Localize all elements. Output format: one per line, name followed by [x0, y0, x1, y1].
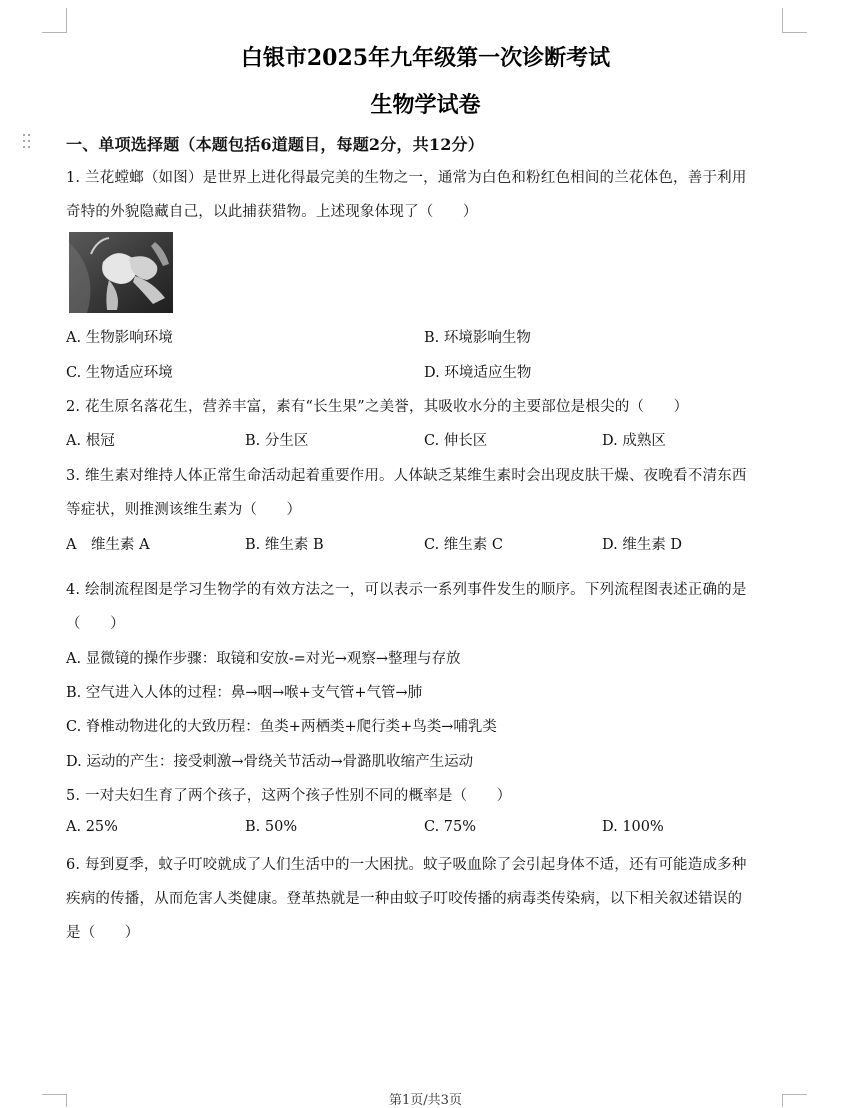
- question-3-line-1: 3. 维生素对维持人体正常生命活动起着重要作用。人体缺乏某维生素时会出现皮肤干燥、夜晚看不清东西: [66, 468, 747, 484]
- q5-option-a: A. 25%: [66, 819, 118, 835]
- q1-option-a: A. 生物影响环境: [66, 330, 173, 346]
- question-3-line-2: 等症状，则推测该维生素为（ ）: [66, 502, 302, 518]
- q4-option-b: B. 空气进入人体的过程：鼻→咽→喉+支气管+气管→肺: [66, 685, 423, 701]
- crop-mark-top-right: [782, 8, 807, 33]
- section-heading: 一、单项选择题（本题包括6道题目，每题2分，共12分）: [66, 135, 484, 154]
- q1-option-b: B. 环境影响生物: [424, 330, 531, 346]
- q2-option-a: A. 根冠: [66, 433, 115, 449]
- q1-option-d: D. 环境适应生物: [424, 365, 532, 381]
- q2-option-b: B. 分生区: [245, 433, 309, 449]
- q5-option-b: B. 50%: [245, 819, 298, 835]
- q3-option-a: A 维生素 A: [66, 537, 150, 553]
- question-1-line-1: 1. 兰花螳螂（如图）是世界上进化得最完美的生物之一，通常为白色和粉红色相间的兰花体色，善于利用: [66, 170, 747, 186]
- question-4-line-2: （ ）: [66, 616, 125, 632]
- question-6-line-3: 是（ ）: [66, 925, 140, 941]
- question-6-line-1: 6. 每到夏季，蚊子叮咬就成了人们生活中的一大困扰。蚊子吸血除了会引起身体不适，还有可能造成多种: [66, 857, 747, 873]
- question-6-line-2: 疾病的传播，从而危害人类健康。登革热就是一种由蚊子叮咬传播的病毒类传染病，以下相关叙述错误的: [66, 891, 743, 907]
- page-number: 第1页/共3页: [389, 1093, 462, 1108]
- q4-option-c: C. 脊椎动物进化的大致历程：鱼类+两栖类+爬行类+鸟类→哺乳类: [66, 719, 497, 735]
- page-title: 白银市2025年九年级第一次诊断考试: [240, 45, 611, 71]
- q3-option-b: B. 维生素 B: [245, 537, 324, 553]
- q4-option-a: A. 显微镜的操作步骤：取镜和安放-=对光→观察→整理与存放: [66, 651, 461, 667]
- q1-option-c: C. 生物适应环境: [66, 365, 173, 381]
- q2-option-c: C. 伸长区: [424, 433, 488, 449]
- crop-mark-top-left: [42, 8, 67, 33]
- q4-option-d: D. 运动的产生：接受刺激→骨绕关节活动→骨潞肌收缩产生运动: [66, 754, 474, 770]
- page-subtitle: 生物学试卷: [370, 92, 481, 118]
- orchid-mantis-photo: [69, 232, 173, 313]
- q5-option-c: C. 75%: [424, 819, 477, 835]
- question-2-line-1: 2. 花生原名落花生，营养丰富，素有“长生果”之美誉，其吸收水分的主要部位是根尖的（ ）: [66, 399, 689, 415]
- question-1-line-2: 奇特的外貌隐藏自己，以此捕获猎物。上述现象体现了（ ）: [66, 204, 478, 220]
- q3-option-c: C. 维生素 C: [424, 537, 503, 553]
- q3-option-d: D. 维生素 D: [602, 537, 683, 553]
- drag-handle-icon[interactable]: [22, 133, 32, 149]
- question-4-line-1: 4. 绘制流程图是学习生物学的有效方法之一，可以表示一系列事件发生的顺序。下列流程图表述正确的是: [66, 582, 747, 598]
- question-5-line-1: 5. 一对夫妇生育了两个孩子，这两个孩子性别不同的概率是（ ）: [66, 788, 512, 804]
- q5-option-d: D. 100%: [602, 819, 664, 835]
- q2-option-d: D. 成熟区: [602, 433, 666, 449]
